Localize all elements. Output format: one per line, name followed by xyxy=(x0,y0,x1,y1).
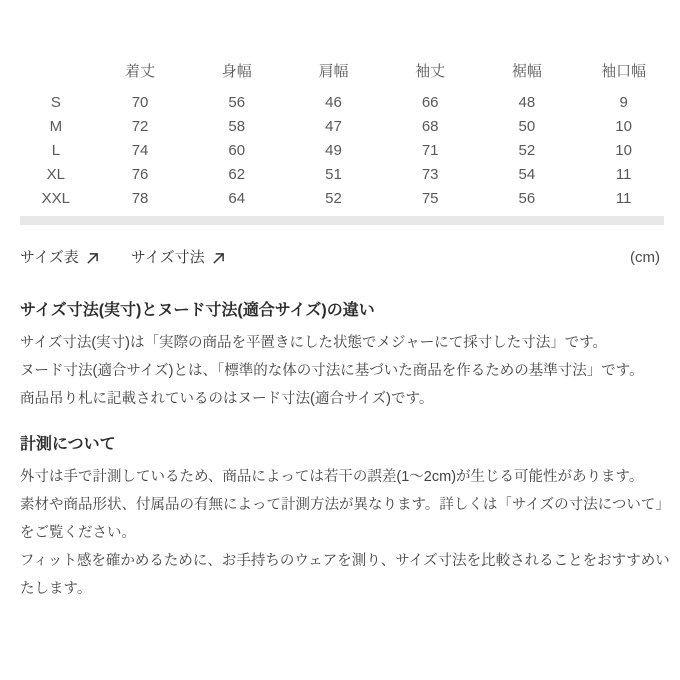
column-header-sleeve: 袖丈 xyxy=(415,62,446,80)
paragraph: 外寸は手で計測しているため、商品によっては若干の誤差(1〜2cm)が生じる可能性があります。 xyxy=(20,469,644,485)
size-cell: 73 xyxy=(421,165,439,183)
size-cell: 60 xyxy=(228,141,246,159)
external-link-icon xyxy=(212,252,225,265)
size-cell: 51 xyxy=(325,165,342,183)
size-cell: 11 xyxy=(615,189,632,207)
size-row-label: S xyxy=(50,93,61,111)
size-cell: 66 xyxy=(421,93,439,111)
size-cell: 74 xyxy=(131,141,149,159)
paragraph: フィット感を確かめるために、お手持ちのウェアを測り、サイズ寸法を比較されることをおすすめいたします。 xyxy=(20,553,670,597)
size-chart-link-label: サイズ表 xyxy=(20,249,79,266)
table-row-l xyxy=(20,138,672,162)
size-cell: 71 xyxy=(421,141,439,159)
size-cell: 56 xyxy=(228,93,246,111)
size-cell: 64 xyxy=(228,189,246,207)
size-cell: 56 xyxy=(518,189,536,207)
paragraph: サイズ寸法(実寸)は「実際の商品を平置きにした状態でメジャーにて採寸した寸法」です。 xyxy=(20,335,608,351)
paragraph: ヌード寸法(適合サイズ)とは、「標準的な体の寸法に基づいた商品を作るための基準寸法」です。 xyxy=(20,363,644,379)
table-row-m xyxy=(20,114,672,138)
section-measurement-notes xyxy=(20,435,672,603)
size-cell: 48 xyxy=(518,93,536,111)
size-cell: 52 xyxy=(518,141,536,159)
size-row-label: XL xyxy=(46,165,66,183)
table-row-xl xyxy=(20,162,672,186)
size-cell: 9 xyxy=(619,93,628,111)
section-size-definitions xyxy=(20,301,672,413)
size-cell: 46 xyxy=(325,93,342,111)
column-header-body-width: 身幅 xyxy=(221,62,252,80)
size-cell: 78 xyxy=(131,189,149,207)
paragraph: 素材や商品形状、付属品の有無によって計測方法が異なります。詳しくは「サイズの寸法について」をご覧ください。 xyxy=(20,497,670,541)
unit-label: (cm) xyxy=(630,249,660,266)
size-cell: 75 xyxy=(421,189,439,207)
size-table xyxy=(20,50,672,210)
external-link-icon xyxy=(86,252,99,265)
table-row-xxl xyxy=(20,186,672,210)
size-cell: 47 xyxy=(325,117,342,135)
size-cell: 70 xyxy=(131,93,149,111)
column-header-shoulder: 肩幅 xyxy=(318,62,349,80)
size-cell: 10 xyxy=(615,117,632,135)
size-row-label: XXL xyxy=(41,189,71,207)
size-cell: 49 xyxy=(325,141,342,159)
size-table-header-row xyxy=(20,50,672,90)
size-cell: 10 xyxy=(615,141,632,159)
size-cell: 72 xyxy=(131,117,149,135)
size-row-label: M xyxy=(49,117,63,135)
column-header-hem: 裾幅 xyxy=(511,62,542,80)
links-row xyxy=(20,248,672,268)
column-header-cuff: 袖口幅 xyxy=(601,62,647,80)
size-chart-link[interactable] xyxy=(20,248,99,268)
paragraph: 商品吊り札に記載されているのはヌード寸法(適合サイズ)です。 xyxy=(20,391,434,407)
size-measurements-link-label: サイズ寸法 xyxy=(130,249,205,266)
section-heading: サイズ寸法(実寸)とヌード寸法(適合サイズ)の違い xyxy=(20,302,375,319)
size-cell: 58 xyxy=(228,117,246,135)
size-row-label: L xyxy=(51,141,61,159)
size-cell: 50 xyxy=(518,117,536,135)
size-table-corner-cell xyxy=(20,50,92,90)
section-heading: 計測について xyxy=(20,436,116,453)
size-cell: 52 xyxy=(325,189,342,207)
size-cell: 62 xyxy=(228,165,246,183)
size-cell: 54 xyxy=(518,165,536,183)
size-cell: 68 xyxy=(421,117,439,135)
size-cell: 76 xyxy=(131,165,149,183)
section-divider xyxy=(20,216,664,225)
column-header-body-length: 着丈 xyxy=(125,62,156,80)
table-row-s xyxy=(20,90,672,114)
size-measurements-link[interactable] xyxy=(131,248,225,268)
size-cell: 11 xyxy=(615,165,632,183)
